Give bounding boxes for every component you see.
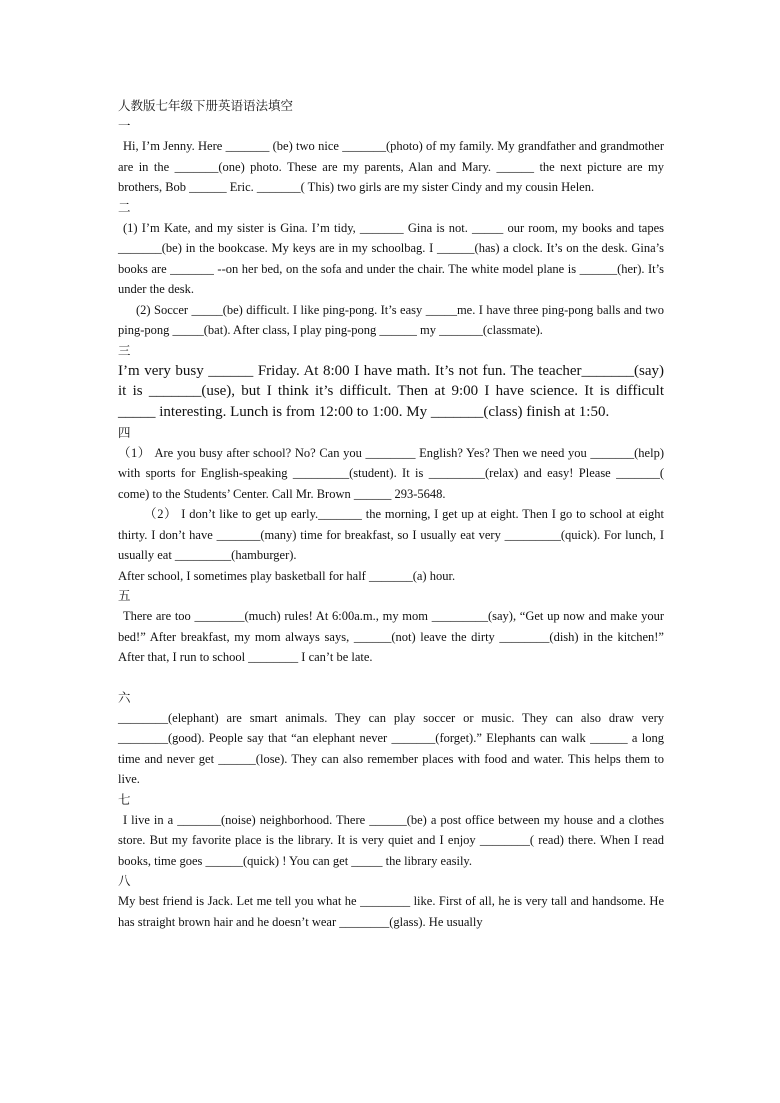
section-heading-4: 四	[118, 425, 131, 440]
section-4-paragraph-1: （1） Are you busy after school? No? Can you ________ English? Yes? Then we need you _______(help) with sports for English-speaking _________(student). It is _________(relax) and easy! Please _______( come) to the Students’ Center. Call Mr. Brown ______ 293-5648.	[118, 445, 664, 501]
document-title: 人教版七年级下册英语语法填空	[118, 99, 294, 113]
section-heading-2: 二	[118, 200, 131, 215]
section-7-paragraph: I live in a _______(noise) neighborhood. There ______(be) a post office between my house and a clothes store. But my favorite place is the library. It is very quiet and I enjoy ________( read) there. When I read books, time goes ______(quick) ! You can get _____ the library easily.	[118, 812, 664, 868]
section-4-paragraph-2: （2） I don’t like to get up early._______ the morning, I get up at eight. Then I go to school at eight thirty. I don’t have _______(many) time for breakfast, so I usually eat very _________(quick). For lunch, I usually eat _________(hamburger).	[118, 507, 664, 563]
section-6-paragraph: ________(elephant) are smart animals. They can play soccer or music. They can also draw very ________(good). People say that “an elephant never _______(forget).” Elephants can walk ______ a long time and never get ______(lose). They can also remember places with food and water. This helps them to live.	[118, 710, 664, 787]
section-heading-6: 六	[118, 690, 131, 705]
section-5-paragraph: There are too ________(much) rules! At 6:00a.m., my mom _________(say), “Get up now and make your bed!” After breakfast, my mom always says, ______(not) leave the dirty ________(dish) in the kitchen!” After that, I run to school ________ I can’t be late.	[118, 609, 664, 665]
section-1-paragraph: Hi, I’m Jenny. Here _______ (be) two nice _______(photo) of my family. My grandfather and grandmother are in the _______(one) photo. These are my parents, Alan and Mary. ______ the next picture are my brothers, Bob ______ Eric. _______( This) two girls are my sister Cindy and my cousin Helen.	[118, 139, 664, 194]
section-2-paragraph-2: (2) Soccer _____(be) difficult. I like ping-pong. It’s easy _____me. I have three ping-pong balls and two ping-pong _____(bat). After class, I play ping-pong ______ my _______(classmate).	[118, 302, 664, 337]
section-4-paragraph-3: After school, I sometimes play basketball for half _______(a) hour.	[118, 568, 456, 583]
section-heading-1: 一	[118, 119, 131, 133]
blank-line	[118, 668, 664, 688]
section-heading-8: 八	[118, 874, 131, 889]
section-3-paragraph: I’m very busy ______ Friday. At 8:00 I have math. It’s not fun. The teacher_______(say) it is _______(use), but I think it’s difficult. Then at 9:00 I have science. It is difficult _____ interesting. Lunch is from 12:00 to 1:00. My _______(class) finish at 1:50.	[118, 362, 664, 420]
section-2-paragraph-1: (1) I’m Kate, and my sister is Gina. I’m tidy, _______ Gina is not. _____ our room, my books and tapes _______(be) in the bookcase. My keys are in my schoolbag. I ______(has) a clock. It’s on the desk. Gina’s books are _______ --on her bed, on the sofa and under the chair. The white model plane is ______(her). It’s under the desk.	[118, 220, 664, 296]
section-heading-5: 五	[118, 589, 131, 604]
section-heading-3: 三	[118, 343, 131, 358]
worksheet-page	[118, 96, 664, 932]
section-heading-7: 七	[118, 792, 131, 807]
section-8-paragraph: My best friend is Jack. Let me tell you what he ________ like. First of all, he is very tall and handsome. He has straight brown hair and he doesn’t wear ________(glass). He usually	[118, 894, 664, 929]
